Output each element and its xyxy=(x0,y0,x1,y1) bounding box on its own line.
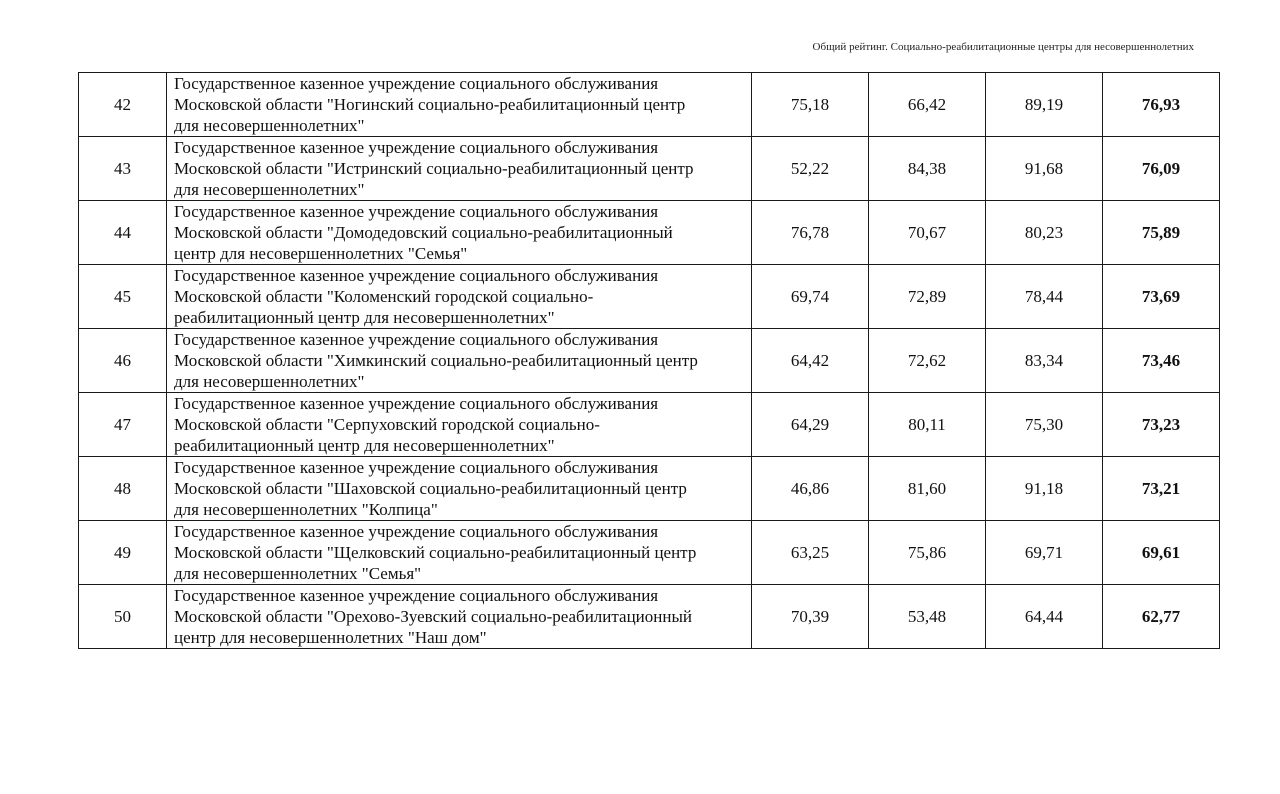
total-score-cell: 75,89 xyxy=(1103,201,1220,265)
score-cell-3: 75,30 xyxy=(986,393,1103,457)
score-cell-2: 81,60 xyxy=(869,457,986,521)
table-row xyxy=(79,137,1220,201)
score-cell-1: 64,42 xyxy=(752,329,869,393)
table-row xyxy=(79,585,1220,649)
score-cell-1: 63,25 xyxy=(752,521,869,585)
table-row xyxy=(79,329,1220,393)
institution-name-cell xyxy=(167,201,752,265)
institution-name-line: для несовершеннолетних" xyxy=(174,116,365,135)
institution-name-line: Московской области "Щелковский социально-реабилитационный центр xyxy=(174,543,697,562)
institution-name-line: для несовершеннолетних "Колпица" xyxy=(174,500,438,519)
rank-cell: 44 xyxy=(79,201,167,265)
score-cell-2: 72,62 xyxy=(869,329,986,393)
institution-name-line: центр для несовершеннолетних "Наш дом" xyxy=(174,628,487,647)
rank-cell: 43 xyxy=(79,137,167,201)
institution-name-line: Государственное казенное учреждение социального обслуживания xyxy=(174,586,659,605)
institution-name-cell xyxy=(167,457,752,521)
institution-name-line: реабилитационный центр для несовершеннолетних" xyxy=(174,308,555,327)
table-row xyxy=(79,201,1220,265)
institution-name-cell xyxy=(167,521,752,585)
total-score-cell: 76,93 xyxy=(1103,73,1220,137)
rank-cell: 46 xyxy=(79,329,167,393)
table-row xyxy=(79,393,1220,457)
rank-cell: 47 xyxy=(79,393,167,457)
institution-name-line: Государственное казенное учреждение социального обслуживания xyxy=(174,522,659,541)
institution-name-cell xyxy=(167,585,752,649)
institution-name-line: для несовершеннолетних "Семья" xyxy=(174,564,422,583)
institution-name-line: Государственное казенное учреждение социального обслуживания xyxy=(174,394,659,413)
total-score-cell: 73,46 xyxy=(1103,329,1220,393)
score-cell-1: 70,39 xyxy=(752,585,869,649)
score-cell-1: 46,86 xyxy=(752,457,869,521)
institution-name-cell xyxy=(167,393,752,457)
institution-name-line: Московской области "Домодедовский социально-реабилитационный xyxy=(174,223,673,242)
table-row xyxy=(79,457,1220,521)
institution-name-line: Государственное казенное учреждение социального обслуживания xyxy=(174,74,659,93)
score-cell-2: 84,38 xyxy=(869,137,986,201)
institution-name-line: Московской области "Шаховской социально-реабилитационный центр xyxy=(174,479,687,498)
institution-name-line: Московской области "Коломенский городской социально- xyxy=(174,287,594,306)
institution-name-line: Государственное казенное учреждение социального обслуживания xyxy=(174,138,659,157)
score-cell-2: 66,42 xyxy=(869,73,986,137)
institution-name-line: Государственное казенное учреждение социального обслуживания xyxy=(174,458,659,477)
institution-name-line: Государственное казенное учреждение социального обслуживания xyxy=(174,202,659,221)
score-cell-1: 52,22 xyxy=(752,137,869,201)
total-score-cell: 73,69 xyxy=(1103,265,1220,329)
score-cell-1: 64,29 xyxy=(752,393,869,457)
table-row xyxy=(79,73,1220,137)
rank-cell: 42 xyxy=(79,73,167,137)
score-cell-3: 83,34 xyxy=(986,329,1103,393)
score-cell-1: 69,74 xyxy=(752,265,869,329)
institution-name-cell xyxy=(167,137,752,201)
total-score-cell: 76,09 xyxy=(1103,137,1220,201)
institution-name-line: Государственное казенное учреждение социального обслуживания xyxy=(174,266,659,285)
score-cell-1: 75,18 xyxy=(752,73,869,137)
total-score-cell: 73,23 xyxy=(1103,393,1220,457)
rating-table xyxy=(78,72,1220,649)
institution-name-line: для несовершеннолетних" xyxy=(174,372,365,391)
table-row xyxy=(79,521,1220,585)
score-cell-3: 80,23 xyxy=(986,201,1103,265)
score-cell-2: 80,11 xyxy=(869,393,986,457)
institution-name-line: Государственное казенное учреждение социального обслуживания xyxy=(174,330,659,349)
total-score-cell: 69,61 xyxy=(1103,521,1220,585)
institution-name-line: Московской области "Ногинский социально-реабилитационный центр xyxy=(174,95,686,114)
score-cell-3: 91,18 xyxy=(986,457,1103,521)
score-cell-3: 91,68 xyxy=(986,137,1103,201)
rank-cell: 48 xyxy=(79,457,167,521)
institution-name-cell xyxy=(167,265,752,329)
total-score-cell: 62,77 xyxy=(1103,585,1220,649)
rating-table-body xyxy=(79,73,1220,649)
rank-cell: 49 xyxy=(79,521,167,585)
score-cell-2: 70,67 xyxy=(869,201,986,265)
score-cell-2: 75,86 xyxy=(869,521,986,585)
institution-name-line: реабилитационный центр для несовершеннолетних" xyxy=(174,436,555,455)
table-row xyxy=(79,265,1220,329)
score-cell-2: 72,89 xyxy=(869,265,986,329)
institution-name-line: для несовершеннолетних" xyxy=(174,180,365,199)
page-header: Общий рейтинг. Социально-реабилитационные центры для несовершеннолетних xyxy=(812,41,1194,53)
score-cell-3: 78,44 xyxy=(986,265,1103,329)
score-cell-3: 64,44 xyxy=(986,585,1103,649)
score-cell-3: 69,71 xyxy=(986,521,1103,585)
institution-name-line: Московской области "Химкинский социально-реабилитационный центр xyxy=(174,351,698,370)
rank-cell: 50 xyxy=(79,585,167,649)
institution-name-line: Московской области "Орехово-Зуевский социально-реабилитационный xyxy=(174,607,692,626)
total-score-cell: 73,21 xyxy=(1103,457,1220,521)
institution-name-cell xyxy=(167,329,752,393)
score-cell-3: 89,19 xyxy=(986,73,1103,137)
institution-name-line: Московской области "Истринский социально-реабилитационный центр xyxy=(174,159,694,178)
score-cell-1: 76,78 xyxy=(752,201,869,265)
institution-name-cell xyxy=(167,73,752,137)
score-cell-2: 53,48 xyxy=(869,585,986,649)
institution-name-line: центр для несовершеннолетних "Семья" xyxy=(174,244,468,263)
rank-cell: 45 xyxy=(79,265,167,329)
institution-name-line: Московской области "Серпуховский городской социально- xyxy=(174,415,600,434)
